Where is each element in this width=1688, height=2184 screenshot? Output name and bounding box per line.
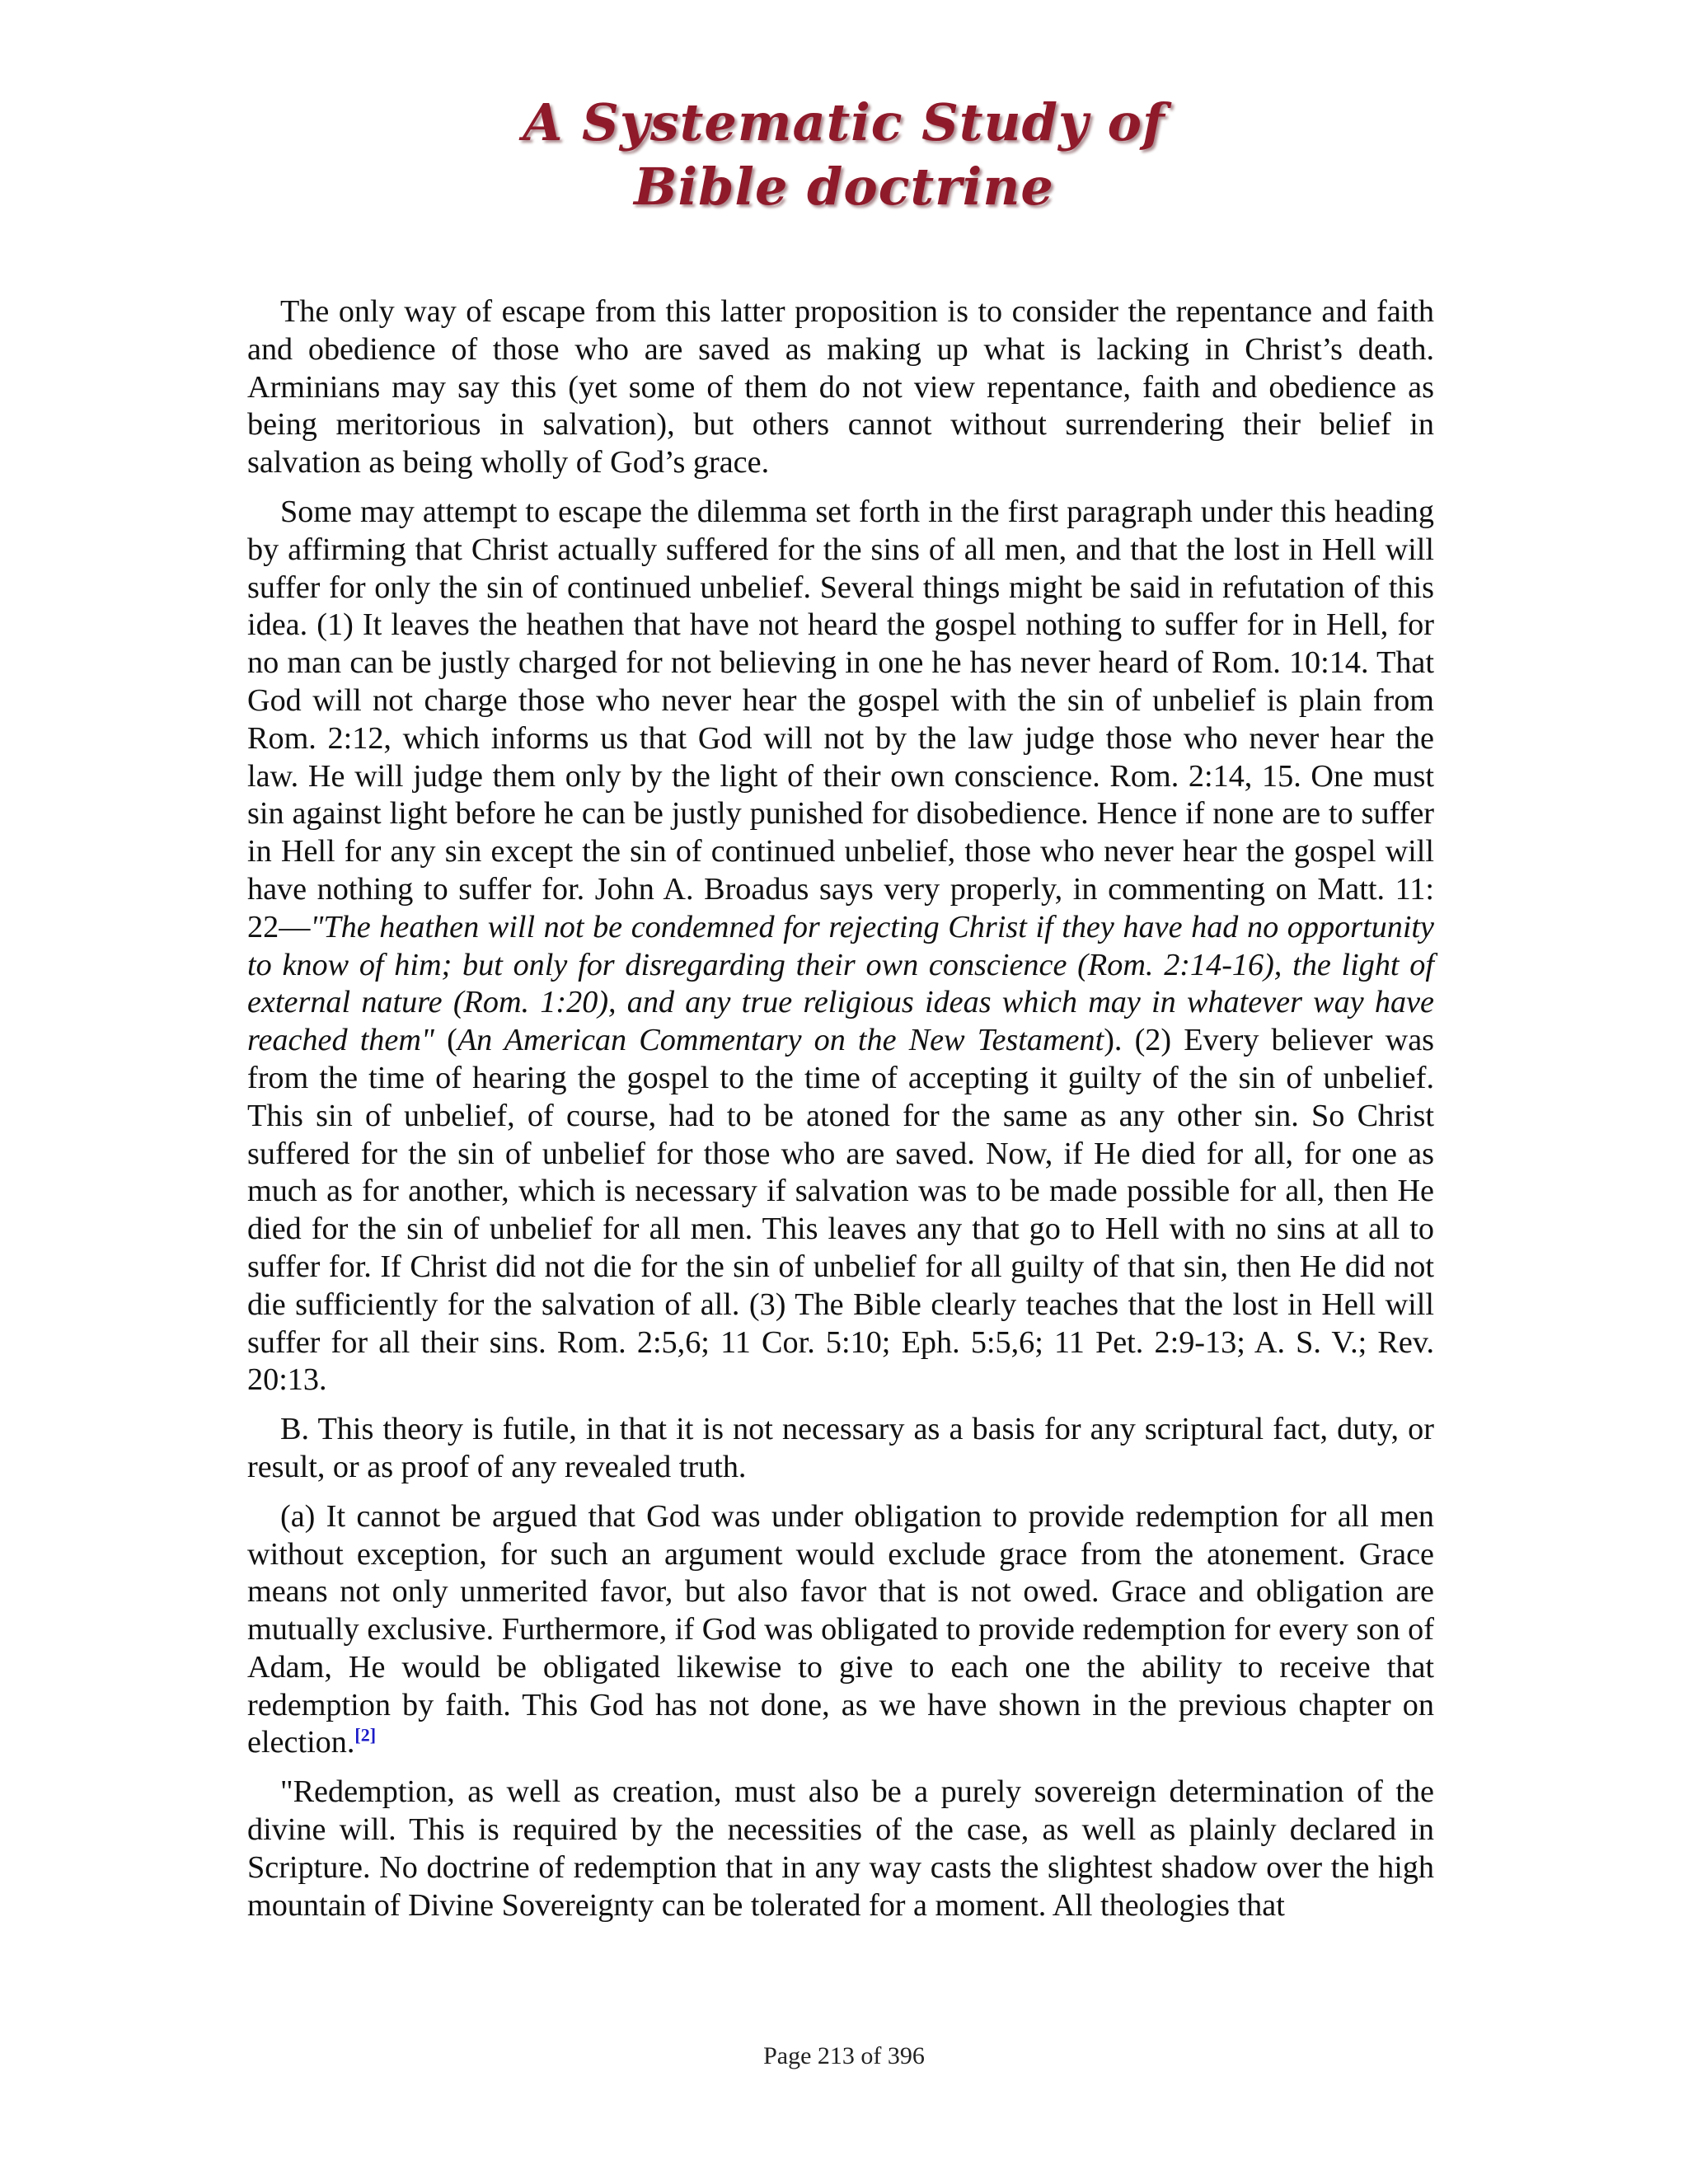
banner-title-line-2: Bible doctrine bbox=[634, 157, 1054, 217]
paragraph-dilemma-continued: ). (2) Every believer was from the time of hearing the gospel to the time of accepting it guilty of the sin of unbelief. This sin of unbelief, of course, had to be atoned for the same as any other sin. So Christ suffered for the sin of unbelief for those who are saved. Now, if He died for all, for one as much as for another, which is necessary if salvation was to be made possible for all, then He died for the sin of unbelief for all men. This leaves any that go to Hell with no sins at all to suffer for. If Christ did not die for the sin of unbelief for all guilty of that sin, then He did not die sufficiently for the salvation of all. (3) The Bible clearly teaches that the lost in Hell will suffer for all their sins. Rom. 2:5,6; 11 Cor. 5:10; Eph. 5:5,6; 11 Pet. 2:9-13; A. S. V.; Rev. 20:13. bbox=[247, 1023, 1435, 1398]
paragraph-redemption-quote: "Redemption, as well as creation, must also be a purely sovereign determination of the divine will. This is required by the necessities of the case, as well as plainly declared in Scripture. No doctrine of redemption that in any way casts the slightest shadow over the high mountain of Divine Sovereignty can be tolerated for a moment. All theologies that bbox=[247, 1774, 1434, 1923]
paragraph-escape-proposition: The only way of escape from this latter proposition is to consider the repentance and faith and obedience of those who are saved as making up what is lacking in Christ’s death. Arminians may say this (yet some of them do not view repentance, faith and obedience as being meritorious in salvation), but others cannot without surrendering their belief in salvation as being wholly of God’s grace. bbox=[247, 294, 1434, 480]
paragraph-dilemma bbox=[247, 494, 1434, 1399]
banner-title-line-1: A Systematic Study of bbox=[523, 92, 1165, 152]
paragraph-obligation bbox=[247, 1498, 1434, 1763]
paragraph-dilemma-text: Some may attempt to escape the dilemma set forth in the first paragraph under this heading by affirming that Christ actually suffered for the sins of all men, and that the lost in Hell will suffer for only the sin of continued unbelief. Several things might be said in refutation of this idea. (1) It leaves the heathen that have not heard the gospel nothing to suffer for in Hell, for no man can be justly charged for not believing in one he has never heard of Rom. 10:14. That God will not charge those who never hear the gospel with the sin of unbelief is plain from Rom. 2:12, which informs us that God will not by the law judge those who never hear the law. He will judge them only by the light of their own conscience. Rom. 2:14, 15. One must sin against light before he can be justly punished for disobedience. Hence if none are to suffer in Hell for any sin except the sin of continued unbelief, those who never hear the gospel will have nothing to suffer for. John A. Broadus says very properly, in commenting on Matt. 11: 22— bbox=[247, 494, 1434, 944]
paragraph-obligation-text: (a) It cannot be argued that God was under obligation to provide redemption for all men without exception, for such an argument would exclude grace from the atonement. Grace means not only unmerited favor, but also favor that is not owed. Grace and obligation are mutually exclusive. Furthermore, if God was obligated to provide redemption for every son of Adam, He would be obligated likewise to give to each one the ability to receive that redemption by faith. This God has not done, as we have shown in the previous chapter on election. bbox=[247, 1498, 1434, 1760]
citation-open: ( bbox=[434, 1023, 457, 1058]
footnote-link-2[interactable]: [2] bbox=[354, 1724, 377, 1746]
page-number: Page 213 of 396 bbox=[763, 2042, 925, 2069]
paragraph-theory-futile: B. This theory is futile, in that it is not necessary as a basis for any scriptural fact, duty, or result, or as proof of any revealed truth. bbox=[247, 1412, 1434, 1484]
page-banner bbox=[0, 91, 1688, 219]
document-body bbox=[247, 293, 1434, 1936]
broadus-quote: "The heathen will not be condemned for rejecting Christ if they have had no opportunity to know of him; but only for disregarding their own conscience (Rom. 2:14-16), the light of external nature (Rom. 1:20), and any true religious ideas which may in whatever way have reached them" bbox=[247, 909, 1434, 1058]
book-title: An American Commentary on the New Testament bbox=[457, 1023, 1104, 1058]
